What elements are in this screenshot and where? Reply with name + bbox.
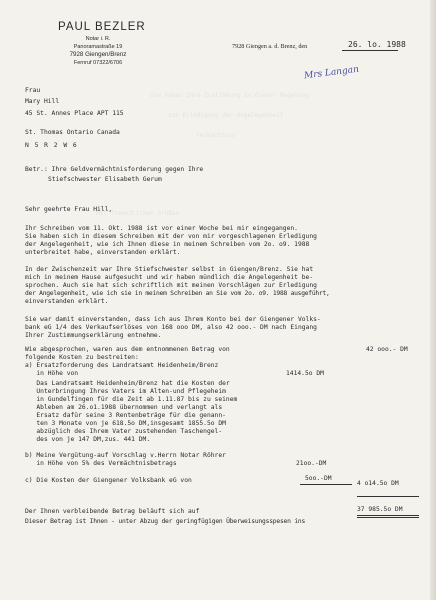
recipient-postal-code: N 5 R 2 W 6 [25, 142, 78, 149]
item-line: Unterbringung Ihres Vaters im Alten-und Pflegeheim [25, 388, 226, 395]
paragraph-line: Ihr Schreiben vom 11. Okt. 1988 ist vor einer Woche bei mir eingegangen. [25, 225, 298, 232]
show-through-text: Vermächtnis [196, 132, 236, 139]
page-edge-shadow [430, 0, 436, 600]
show-through-text: zur Erledigung der Angelegenheit [168, 112, 284, 119]
recipient-street: 45 St. Annes Place APT 115 [25, 110, 124, 117]
recipient-name: Mary Hill [25, 98, 60, 105]
greeting: Sehr geehrte Frau Hill, [25, 206, 113, 213]
letterhead-title: Notar i. R. [85, 36, 111, 42]
dateline-place: 7928 Giengen a. d. Brenz, den [232, 43, 308, 50]
subject-line-1: Betr.: Ihre Geldvermächtnisforderung gegen Ihre [25, 166, 204, 173]
subtotal-rule [357, 496, 419, 497]
item-line: Ableben am 26.o1.1988 übernommen und verlangt als [25, 404, 223, 411]
item-line: in Höhe von [25, 370, 79, 377]
handwritten-note: Mrs Langan [303, 64, 360, 82]
paragraph-line: der Angelegenheit, wie ich Ihnen diese in meinem Schreiben vom 2o. o9. 1988 [25, 241, 310, 248]
paragraph-line: Sie haben sich in diesem Schreiben mit der von mir vorgeschlagenen Erledigung [25, 233, 317, 240]
paragraph-line: einverstanden erklärt. [25, 298, 109, 305]
item-a-amount: 1414.5o DM [286, 370, 324, 377]
letterhead-name: PAUL BEZLER [58, 21, 146, 33]
remaining-rule-2 [357, 517, 419, 518]
remaining-rule-1 [357, 515, 419, 516]
remaining-amount: 37 985.5o DM [357, 506, 403, 513]
sum-rule [300, 484, 352, 485]
item-line: c) Die Kosten der Giengener Volksbank eG von [25, 477, 192, 484]
paragraph-line: bank eG 1/4 des Verkaufserlöses von 168 ooo DM, also 42 ooo.- DM nach Eingang [25, 324, 317, 331]
paragraph-line: folgende Kosten zu bestreiten: [25, 354, 139, 361]
item-line: des von je 147 DM,zus. 441 DM. [25, 436, 151, 443]
paragraph-line: unterbreitet habe, einverstanden erklärt. [25, 249, 181, 256]
paragraph-line: mich in meinem Hause aufgesucht und wir haben mündlich die Angelegenheit be- [25, 274, 314, 281]
paragraph-line: Ihrer Zustimmungserklärung entnehme. [25, 332, 162, 339]
item-line: abzüglich des Ihrem Vater zustehenden Taschengel- [25, 428, 223, 435]
recipient-city: St. Thomas Ontario Canada [25, 129, 120, 136]
paragraph-line: In der Zwischenzeit war Ihre Stiefschwester selbst in Giengen/Brenz. Sie hat [25, 266, 314, 273]
recipient-salutation: Frau [25, 87, 41, 94]
item-line: Ersatz dafür seine 3 Rentenbeträge für die genann- [25, 412, 226, 419]
cost-subtotal: 4 o14.5o DM [357, 480, 399, 487]
show-through-text: Mit freundlichen Grüßen [96, 210, 180, 217]
paragraph-line: der Angelegenheit, wie ich sie in meinem Schreiben an Sie vom 2o. o9. 1988 ausgeführt, [25, 290, 330, 297]
paragraph-line: Sie war damit einverstanden, dass ich aus Ihrem Konto bei der Giengener Volks- [25, 316, 321, 323]
item-line: in Gundelfingen für die Zeit ab 1.11.87 bis zu seinem [25, 396, 238, 403]
final-line: Dieser Betrag ist Ihnen - unter Abzug der geringfügigen Überweisungsspesen ins [25, 518, 306, 525]
item-c-amount: 5oo.-DM [305, 475, 332, 482]
date-underline [342, 50, 398, 51]
dateline-date: 26. lo. 1988 [348, 40, 406, 49]
item-line: b) Meine Vergütung-auf Vorschlag v.Herrn Notar Röhrer [25, 452, 226, 459]
item-line: ten 3 Monate von je 618.5o DM,insgesamt 1855.5o DM [25, 420, 226, 427]
item-line: in Höhe von 5% des Vermächtnisbetrags [25, 460, 177, 467]
letterhead-phone: Fernruf 07322/6706 [73, 60, 123, 66]
subject-line-2: Stiefschwester Elisabeth Gerum [48, 176, 162, 183]
paragraph-line: sprochen. Auch sie hat sich schriftlich mit meinen Vorschlägen zur Erledigung [25, 282, 317, 289]
paragraph-line: Wie abgesprochen, waren aus dem entnommenen Betrag von [25, 346, 230, 353]
item-b-amount: 21oo.-DM [296, 460, 327, 467]
item-line: a) Ersatzforderung des Landratsamt Heidenheim/Brenz [25, 362, 219, 369]
letterhead-city: 7928 Giengen/Brenz [69, 51, 127, 58]
item-line: Das Landratsamt Heidenheim/Brenz hat die Kosten der [25, 380, 230, 387]
letterhead-street: Panoramastraße 19 [73, 44, 123, 50]
total-withdrawn-amount: 42 ooo.- DM [366, 346, 408, 353]
show-through-text: Sie haben Ihre Zustimmung zu dieser Regelung [150, 92, 309, 99]
remaining-label: Der Ihnen verbleibende Betrag beläuft sich auf [25, 508, 200, 515]
